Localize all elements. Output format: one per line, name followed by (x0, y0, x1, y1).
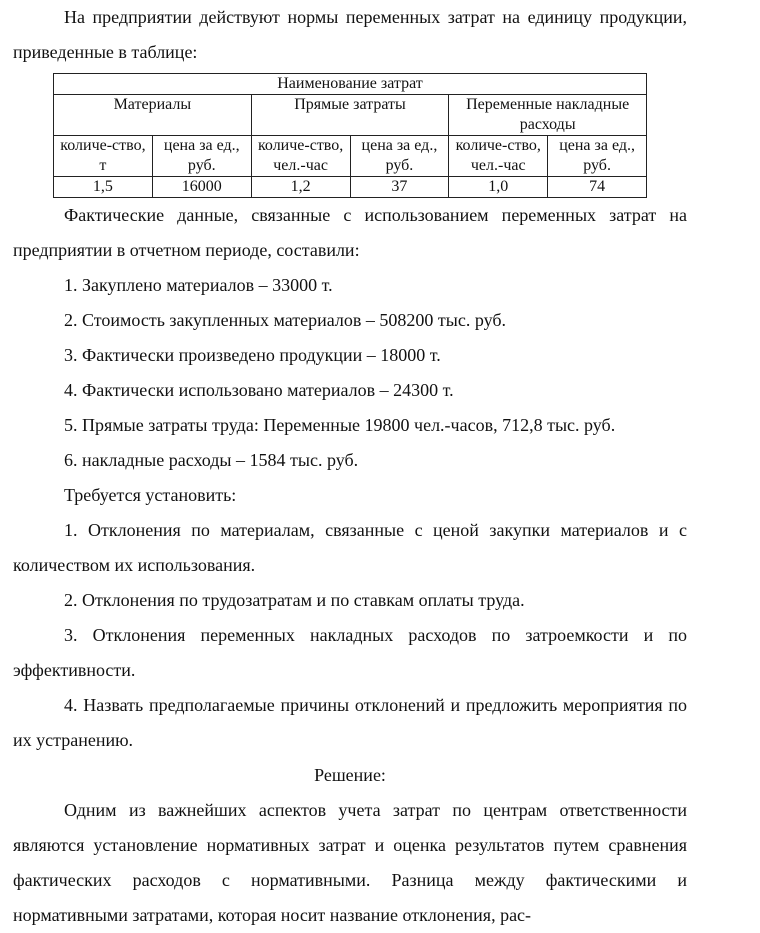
table-subheader: цена за ед., руб. (152, 136, 251, 177)
table-subheader: цена за ед., руб. (350, 136, 449, 177)
table-group-materials: Материалы (54, 95, 252, 136)
table-group-direct: Прямые затраты (251, 95, 449, 136)
table-value: 37 (350, 177, 449, 198)
norms-table (53, 73, 647, 198)
document-page (13, 0, 687, 933)
table-subheader: цена за ед., руб. (548, 136, 647, 177)
table-value: 1,5 (54, 177, 153, 198)
table-subheader: количе-ство, чел.-час (449, 136, 548, 177)
solution-title: Решение: (314, 765, 386, 785)
task-item: 4. Назвать предполагаемые причины отклонений и предложить мероприятия по их устранению. (13, 695, 687, 750)
table-value: 1,0 (449, 177, 548, 198)
table-subheader: количе-ство, чел.-час (251, 136, 350, 177)
table-main-header: Наименование затрат (54, 74, 647, 95)
required-title: Требуется установить: (64, 485, 237, 505)
table-subheader: количе-ство, т (54, 136, 153, 177)
solution-paragraph: Одним из важнейших аспектов учета затрат по центрам ответственности являются установление нормативных затрат и оценка результатов путем сравнения фактических расходов с нормативными. Разница между фактическими и нормативными затратами, которая носит название отклонения, рас- (13, 800, 687, 925)
task-item: 1. Отклонения по материалам, связанные с ценой закупки материалов и с количеством их использования. (13, 520, 687, 575)
table-group-overhead: Переменные накладные расходы (449, 95, 647, 136)
fact-item: 6. накладные расходы – 1584 тыс. руб. (64, 450, 359, 470)
fact-item: 3. Фактически произведено продукции – 18000 т. (64, 345, 441, 365)
intro-paragraph: На предприятии действуют нормы переменных затрат на единицу продукции, приведенные в таблице: (13, 7, 687, 62)
task-item: 3. Отклонения переменных накладных расходов по затроемкости и по эффективности. (13, 625, 687, 680)
table-value: 1,2 (251, 177, 350, 198)
table-value: 16000 (152, 177, 251, 198)
task-item: 2. Отклонения по трудозатратам и по ставкам оплаты труда. (64, 590, 525, 610)
fact-item: 5. Прямые затраты труда: Переменные 19800 чел.-часов, 712,8 тыс. руб. (64, 415, 616, 435)
fact-item: 1. Закуплено материалов – 33000 т. (64, 275, 333, 295)
actual-intro-paragraph: Фактические данные, связанные с использованием переменных затрат на предприятии в отчетном периоде, составили: (13, 205, 687, 260)
fact-item: 4. Фактически использовано материалов – 24300 т. (64, 380, 454, 400)
fact-item: 2. Стоимость закупленных материалов – 508200 тыс. руб. (64, 310, 507, 330)
table-value: 74 (548, 177, 647, 198)
